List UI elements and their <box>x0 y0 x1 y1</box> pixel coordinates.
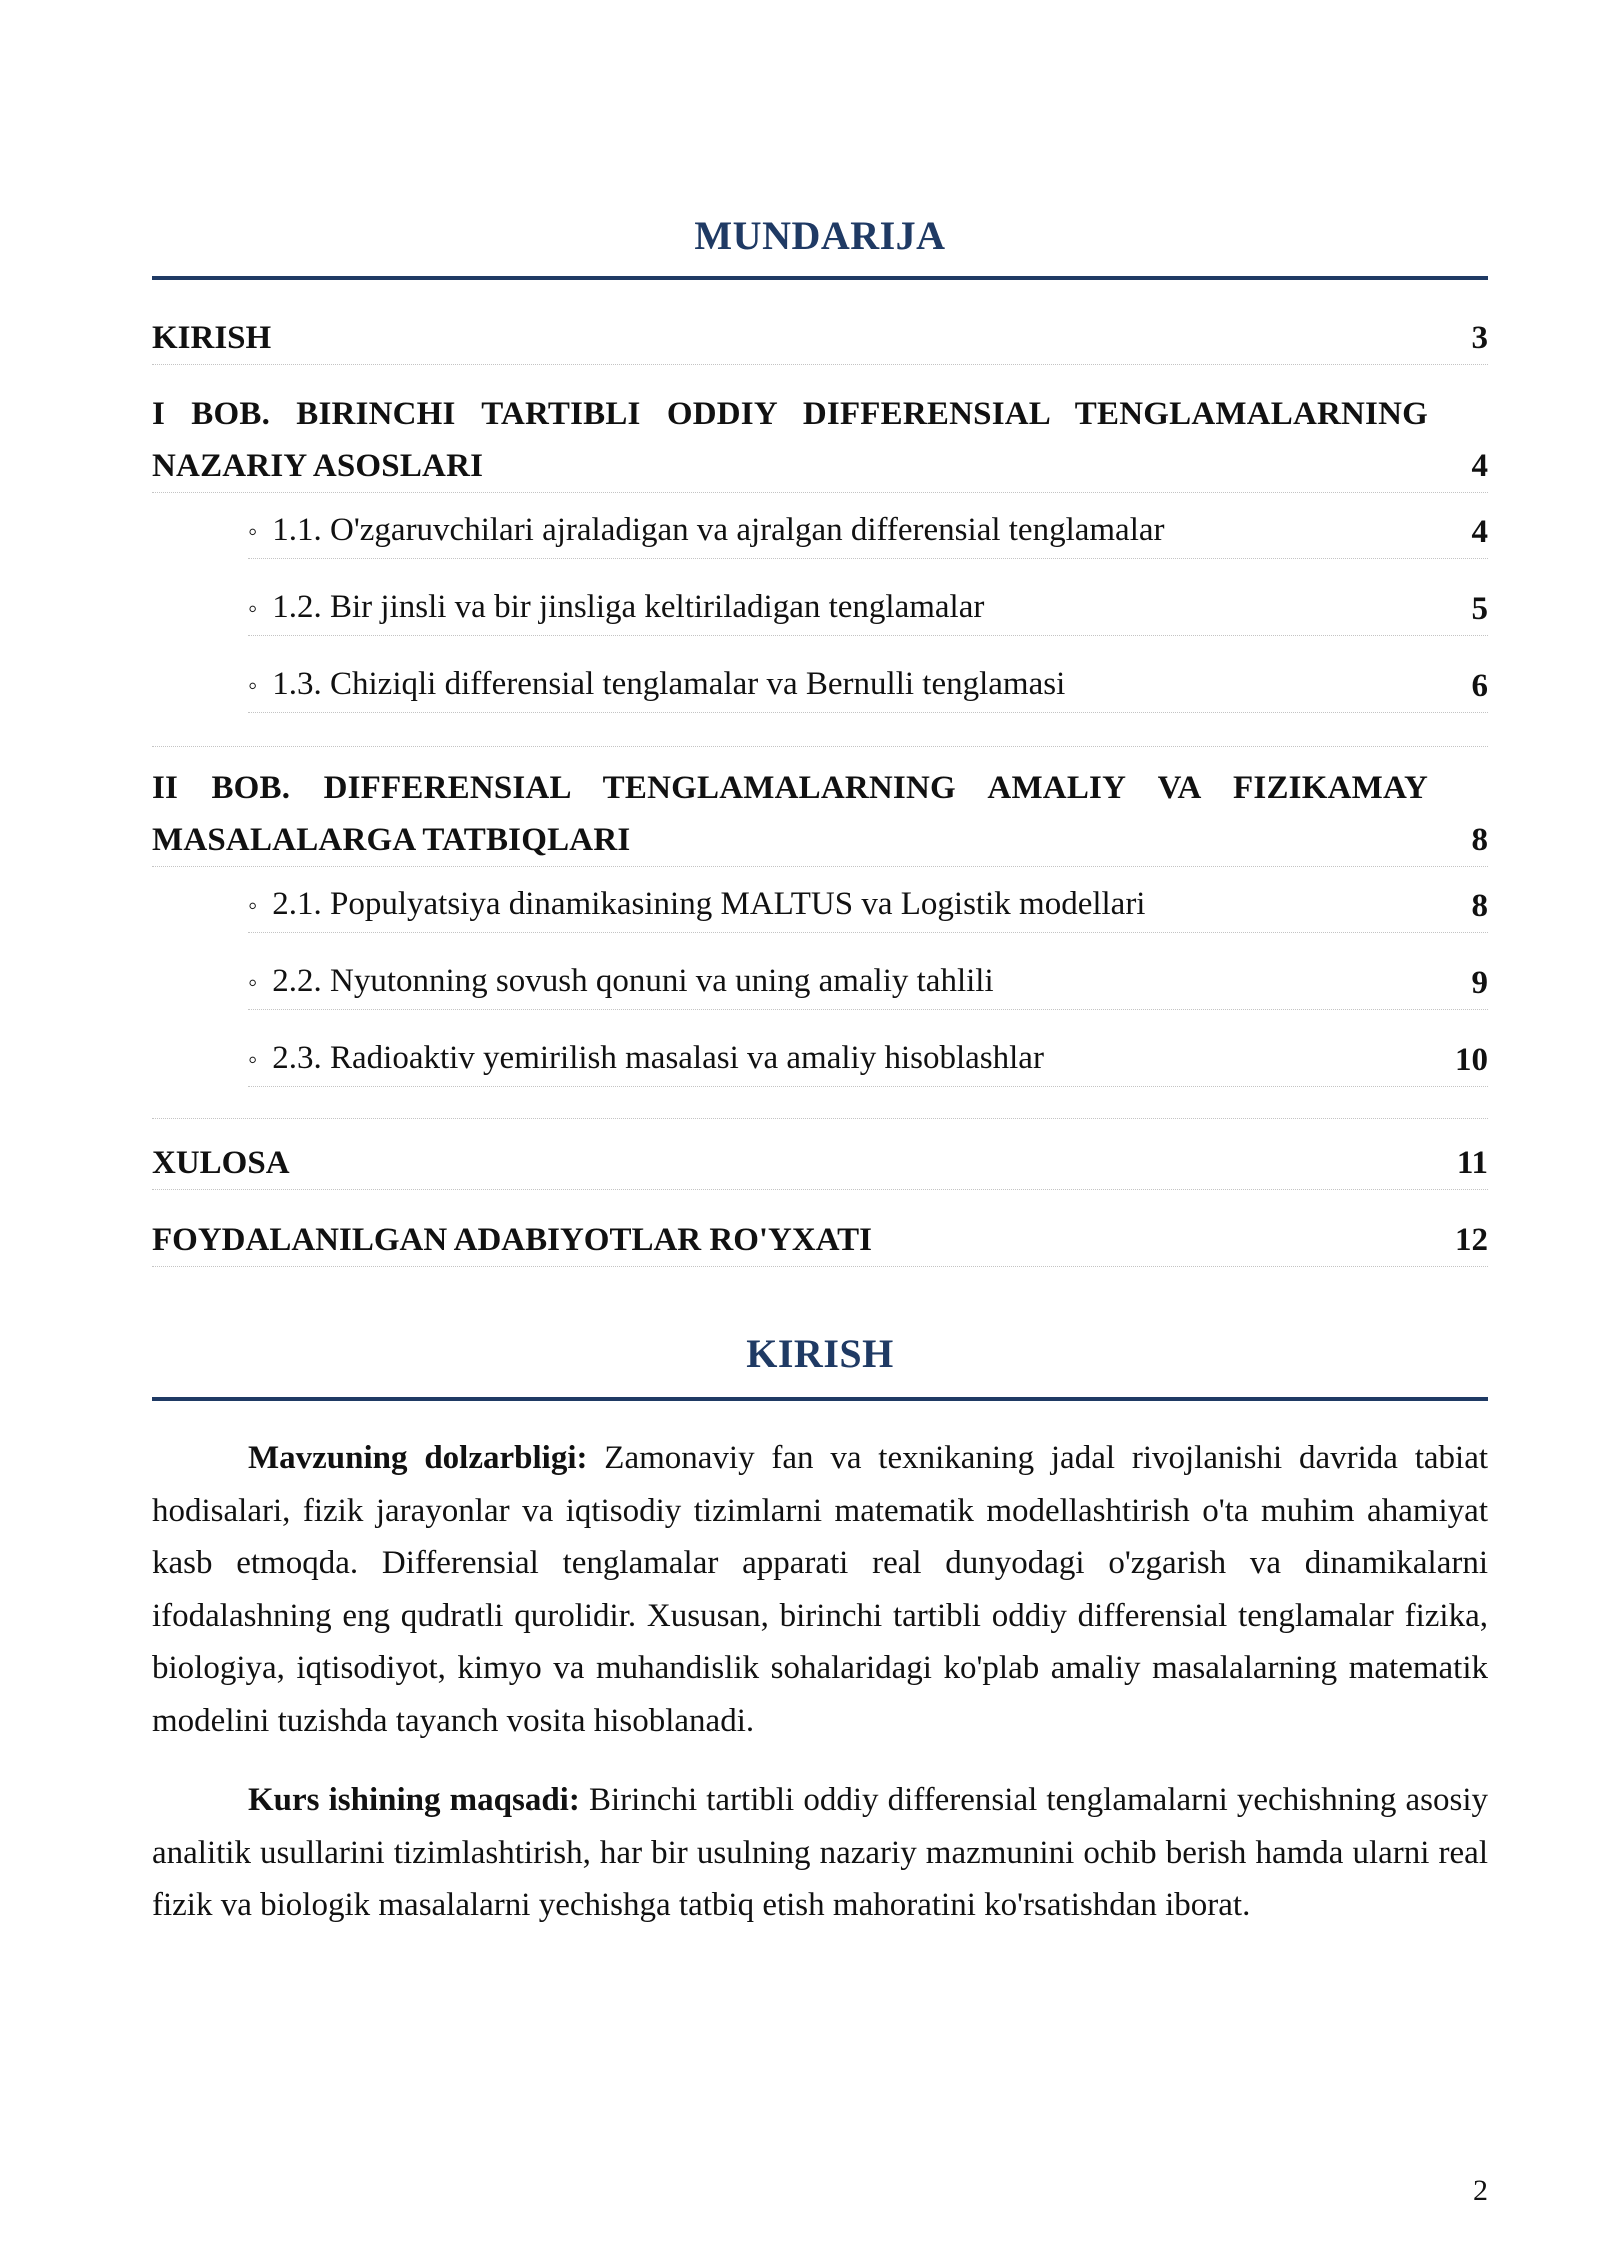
toc-entry-label: I BOB. BIRINCHI TARTIBLI ODDIY DIFFERENSIAL TENGLAMALARNING NAZARIY ASOSLARI <box>152 396 1428 484</box>
toc-entry-section-1-3[interactable] <box>248 658 1488 713</box>
toc-entry-label: 1.2. Bir jinsli va bir jinsliga keltiriladigan tenglamalar <box>272 589 985 625</box>
toc-entry-page: 5 <box>1471 591 1488 627</box>
intro-paragraph-goal <box>152 1774 1488 1932</box>
toc-title-rule <box>152 276 1488 280</box>
section-divider <box>152 1118 1488 1119</box>
toc-entry-page: 6 <box>1471 668 1488 704</box>
paragraph-lead: Kurs ishining maqsadi: <box>248 1782 580 1818</box>
bullet-icon: ◦ <box>248 1045 258 1074</box>
toc-entry-section-1-2[interactable] <box>248 581 1488 636</box>
page-number: 2 <box>1473 2174 1488 2207</box>
toc-entry-label: 2.1. Populyatsiya dinamikasining MALTUS va Logistik modellari <box>272 886 1146 922</box>
paragraph-text: Zamonaviy fan va texnikaning jadal rivojlanishi davrida tabiat hodisalari, fizik jarayonlar va iqtisodiy tizimlarni matematik modellashtirish o'ta muhim ahamiyat kasb etmoqda. Differensial tenglamalar apparati real dunyodagi o'zgarish va dinamikalarni ifodalashning eng qudratli qurolidir. Xususan, birinchi tartibli oddiy differensial tenglamalar fizika, biologiya, iqtisodiyot, kimyo va muhandislik sohalaridagi ko'plab amaliy masalalarning matematik modelini tuzishda tayanch vosita hisoblanadi. <box>152 1440 1489 1739</box>
toc-entry-label: KIRISH <box>152 320 272 356</box>
toc-entry-conclusion[interactable] <box>152 1137 1488 1190</box>
bullet-icon: ◦ <box>248 594 258 623</box>
toc-entry-references[interactable] <box>152 1214 1488 1267</box>
toc-entry-label: 1.1. O'zgaruvchilari ajraladigan va ajralgan differensial tenglamalar <box>272 512 1165 548</box>
toc-entry-label: FOYDALANILGAN ADABIYOTLAR RO'YXATI <box>152 1222 872 1258</box>
toc-entry-section-2-3[interactable] <box>248 1032 1488 1087</box>
paragraph-text: Birinchi tartibli oddiy differensial tenglamalarni yechishning asosiy analitik usullarini tizimlashtirish, har bir usulning nazariy mazmunini ochib berish hamda ularni real fizik va biologik masalalarni yechishga tatbiq etish mahoratini ko'rsatishdan iborat. <box>152 1782 1488 1923</box>
toc-entry-intro[interactable] <box>152 312 1488 365</box>
toc-entry-label: 2.2. Nyutonning sovush qonuni va uning amaliy tahlili <box>272 963 994 999</box>
toc-entry-section-1-1[interactable] <box>248 504 1488 559</box>
toc-entry-page: 11 <box>1456 1145 1488 1181</box>
toc-entry-label: 1.3. Chiziqli differensial tenglamalar va Bernulli tenglamasi <box>272 666 1066 702</box>
toc-entry-page: 3 <box>1471 320 1488 356</box>
toc-entry-page: 10 <box>1455 1042 1488 1078</box>
toc-entry-label: II BOB. DIFFERENSIAL TENGLAMALARNING AMALIY VA FIZIKAMAY MASALALARGA TATBIQLARI <box>152 770 1428 858</box>
toc-title: MUNDARIJA <box>694 213 946 258</box>
bullet-icon: ◦ <box>248 891 258 920</box>
intro-title: KIRISH <box>746 1331 894 1376</box>
intro-title-rule <box>152 1397 1488 1401</box>
toc-entry-page: 4 <box>1471 514 1488 550</box>
toc-entry-section-2-2[interactable] <box>248 955 1488 1010</box>
toc-entry-section-2-1[interactable] <box>248 878 1488 933</box>
toc-entry-label: XULOSA <box>152 1145 290 1181</box>
toc-entry-label: 2.3. Radioaktiv yemirilish masalasi va amaliy hisoblashlar <box>272 1040 1044 1076</box>
toc-entry-page: 8 <box>1471 822 1488 858</box>
toc-entry-page: 8 <box>1471 888 1488 924</box>
toc-entry-page: 9 <box>1471 965 1488 1001</box>
toc-entry-chapter-2[interactable] <box>152 762 1488 867</box>
toc-entry-chapter-1[interactable] <box>152 388 1488 493</box>
toc-entry-page: 12 <box>1455 1222 1488 1258</box>
paragraph-lead: Mavzuning dolzarbligi: <box>248 1440 588 1476</box>
bullet-icon: ◦ <box>248 671 258 700</box>
bullet-icon: ◦ <box>248 968 258 997</box>
intro-paragraph-relevance <box>152 1432 1488 1747</box>
toc-entry-page: 4 <box>1471 448 1488 484</box>
section-divider <box>152 746 1488 747</box>
bullet-icon: ◦ <box>248 517 258 546</box>
